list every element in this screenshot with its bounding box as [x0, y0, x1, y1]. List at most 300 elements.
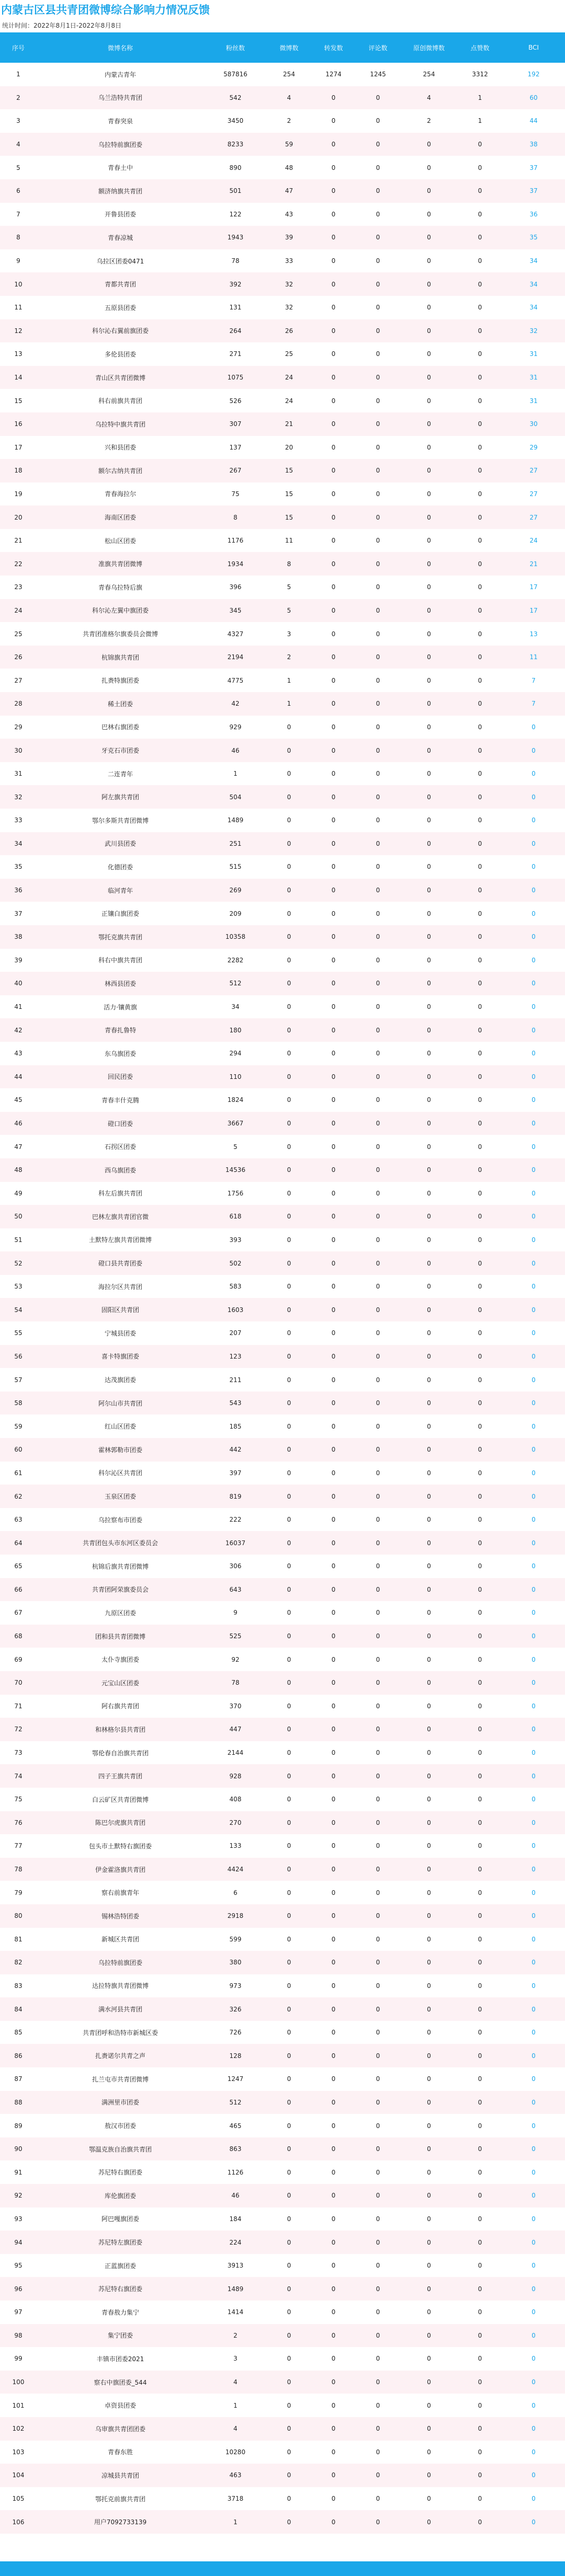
- cell-comments: 0: [356, 203, 400, 226]
- cell-account-name: 林西县团委: [37, 972, 204, 995]
- cell-rank: 34: [0, 832, 37, 856]
- cell-account-name: 满水河县共青团: [37, 1997, 204, 2021]
- cell-followers: 3913: [204, 2254, 267, 2278]
- col-header-account: 微博名称: [37, 32, 204, 63]
- table-row: [0, 342, 565, 366]
- cell-comments: 0: [356, 1485, 400, 1508]
- cell-posts: 0: [267, 1251, 311, 1275]
- cell-rank: 4: [0, 133, 37, 156]
- cell-reposts: 0: [311, 1135, 356, 1158]
- cell-original-posts: 0: [400, 2044, 458, 2067]
- cell-posts: 0: [267, 2091, 311, 2114]
- cell-reposts: 0: [311, 1158, 356, 1182]
- cell-account-name: 二连青年: [37, 762, 204, 786]
- cell-bci: 60: [502, 86, 565, 110]
- cell-bci: 17: [502, 576, 565, 599]
- cell-account-name: 青都共青团: [37, 272, 204, 296]
- cell-comments: 0: [356, 1718, 400, 1741]
- cell-reposts: 0: [311, 622, 356, 646]
- cell-likes: 0: [458, 1928, 502, 1951]
- cell-comments: 0: [356, 389, 400, 412]
- cell-original-posts: 0: [400, 1625, 458, 1648]
- cell-account-name: 喜卡特旗团委: [37, 1345, 204, 1368]
- cell-likes: 0: [458, 2114, 502, 2137]
- table-row: [0, 902, 565, 925]
- cell-original-posts: 0: [400, 809, 458, 832]
- cell-reposts: 0: [311, 249, 356, 273]
- cell-original-posts: 0: [400, 156, 458, 179]
- cell-original-posts: 0: [400, 1671, 458, 1695]
- cell-followers: 3718: [204, 2487, 267, 2511]
- cell-account-name: 内蒙古青年: [37, 63, 204, 86]
- cell-comments: 0: [356, 1625, 400, 1648]
- table-row: [0, 1555, 565, 1578]
- cell-followers: 326: [204, 1997, 267, 2021]
- cell-bci: 0: [502, 2441, 565, 2464]
- cell-followers: 863: [204, 2137, 267, 2161]
- cell-rank: 30: [0, 739, 37, 762]
- cell-posts: 0: [267, 1718, 311, 1741]
- cell-reposts: 0: [311, 1764, 356, 1788]
- cell-rank: 53: [0, 1275, 37, 1298]
- cell-reposts: 0: [311, 2091, 356, 2114]
- cell-account-name: 乌兰浩特共青团: [37, 86, 204, 110]
- cell-account-name: 共青团包头市东河区委员会: [37, 1531, 204, 1555]
- cell-likes: 0: [458, 156, 502, 179]
- cell-rank: 25: [0, 622, 37, 646]
- cell-rank: 37: [0, 902, 37, 925]
- cell-rank: 52: [0, 1251, 37, 1275]
- cell-reposts: 0: [311, 2230, 356, 2254]
- cell-original-posts: 0: [400, 622, 458, 646]
- cell-rank: 55: [0, 1321, 37, 1345]
- cell-original-posts: 0: [400, 1928, 458, 1951]
- cell-rank: 62: [0, 1485, 37, 1508]
- cell-rank: 72: [0, 1718, 37, 1741]
- cell-comments: 0: [356, 2230, 400, 2254]
- table-row: [0, 1088, 565, 1112]
- cell-rank: 70: [0, 1671, 37, 1695]
- cell-reposts: 0: [311, 2324, 356, 2348]
- table-row: [0, 272, 565, 296]
- cell-account-name: 太仆寺旗团委: [37, 1648, 204, 1671]
- col-header-bci: BCI: [502, 32, 565, 63]
- cell-rank: 49: [0, 1182, 37, 1205]
- cell-followers: 307: [204, 412, 267, 436]
- cell-followers: 465: [204, 2114, 267, 2137]
- cell-likes: 0: [458, 249, 502, 273]
- cell-posts: 2: [267, 109, 311, 133]
- cell-comments: 0: [356, 1788, 400, 1811]
- table-row: [0, 692, 565, 716]
- cell-bci: 0: [502, 2207, 565, 2231]
- cell-comments: 0: [356, 2207, 400, 2231]
- cell-reposts: 0: [311, 576, 356, 599]
- cell-posts: 0: [267, 1368, 311, 1392]
- cell-likes: 0: [458, 1018, 502, 1042]
- cell-account-name: 杭锦旗共青团: [37, 646, 204, 669]
- cell-followers: 16037: [204, 1531, 267, 1555]
- cell-account-name: 陈巴尔虎旗共青团: [37, 1811, 204, 1835]
- cell-comments: 0: [356, 576, 400, 599]
- cell-posts: 0: [267, 785, 311, 809]
- cell-reposts: 0: [311, 203, 356, 226]
- cell-bci: 0: [502, 1671, 565, 1695]
- cell-likes: 0: [458, 2254, 502, 2278]
- cell-likes: 0: [458, 1321, 502, 1345]
- table-row: [0, 203, 565, 226]
- cell-comments: 0: [356, 133, 400, 156]
- cell-rank: 19: [0, 482, 37, 506]
- cell-reposts: 0: [311, 949, 356, 972]
- cell-rank: 104: [0, 2464, 37, 2487]
- cell-original-posts: 0: [400, 179, 458, 203]
- cell-original-posts: 0: [400, 226, 458, 249]
- cell-posts: 0: [267, 2044, 311, 2067]
- table-row: [0, 436, 565, 459]
- cell-likes: 0: [458, 2067, 502, 2091]
- cell-posts: 0: [267, 2137, 311, 2161]
- cell-followers: 2: [204, 2324, 267, 2348]
- cell-bci: 0: [502, 1834, 565, 1858]
- cell-likes: 0: [458, 1368, 502, 1392]
- cell-account-name: 化德团委: [37, 855, 204, 879]
- cell-followers: 1414: [204, 2301, 267, 2324]
- cell-original-posts: 0: [400, 576, 458, 599]
- table-row: [0, 1368, 565, 1392]
- cell-followers: 267: [204, 459, 267, 482]
- table-row: [0, 86, 565, 110]
- cell-reposts: 0: [311, 785, 356, 809]
- cell-comments: 0: [356, 832, 400, 856]
- cell-posts: 0: [267, 1345, 311, 1368]
- cell-rank: 69: [0, 1648, 37, 1671]
- cell-comments: 0: [356, 1764, 400, 1788]
- cell-reposts: 0: [311, 1508, 356, 1532]
- cell-followers: 34: [204, 995, 267, 1019]
- cell-original-posts: 0: [400, 2371, 458, 2394]
- cell-reposts: 0: [311, 1321, 356, 1345]
- cell-original-posts: 0: [400, 2394, 458, 2417]
- cell-posts: 0: [267, 1695, 311, 1718]
- cell-original-posts: 0: [400, 1695, 458, 1718]
- cell-likes: 0: [458, 2184, 502, 2207]
- cell-likes: 0: [458, 762, 502, 786]
- cell-comments: 0: [356, 436, 400, 459]
- cell-posts: 0: [267, 762, 311, 786]
- cell-followers: 6: [204, 1881, 267, 1904]
- cell-comments: 0: [356, 1858, 400, 1881]
- table-row: [0, 1065, 565, 1089]
- cell-followers: 10280: [204, 2441, 267, 2464]
- cell-reposts: 0: [311, 1251, 356, 1275]
- cell-rank: 80: [0, 1904, 37, 1928]
- col-header-comments: 评论数: [356, 32, 400, 63]
- cell-likes: 0: [458, 459, 502, 482]
- cell-comments: 0: [356, 2464, 400, 2487]
- cell-followers: 502: [204, 1251, 267, 1275]
- cell-original-posts: 0: [400, 995, 458, 1019]
- cell-rank: 98: [0, 2324, 37, 2348]
- cell-account-name: 新城区共青团: [37, 1928, 204, 1951]
- cell-original-posts: 0: [400, 1811, 458, 1835]
- cell-rank: 26: [0, 646, 37, 669]
- cell-comments: 0: [356, 179, 400, 203]
- cell-followers: 396: [204, 576, 267, 599]
- cell-reposts: 0: [311, 529, 356, 553]
- table-row: [0, 1298, 565, 1321]
- cell-rank: 74: [0, 1764, 37, 1788]
- cell-account-name: 鄂温克族自治旗共青团: [37, 2137, 204, 2161]
- cell-comments: 1245: [356, 63, 400, 86]
- cell-account-name: 松山区团委: [37, 529, 204, 553]
- cell-followers: 525: [204, 1625, 267, 1648]
- cell-comments: 0: [356, 1671, 400, 1695]
- cell-followers: 294: [204, 1042, 267, 1065]
- cell-account-name: 鄂尔多斯共青团微博: [37, 809, 204, 832]
- cell-comments: 0: [356, 1904, 400, 1928]
- cell-comments: 0: [356, 2114, 400, 2137]
- cell-followers: 131: [204, 296, 267, 319]
- cell-comments: 0: [356, 342, 400, 366]
- cell-reposts: 0: [311, 1695, 356, 1718]
- cell-followers: 10358: [204, 925, 267, 949]
- cell-posts: 0: [267, 2487, 311, 2511]
- cell-likes: 0: [458, 505, 502, 529]
- table-row: [0, 2371, 565, 2394]
- cell-posts: 0: [267, 2347, 311, 2371]
- cell-likes: 0: [458, 1462, 502, 1485]
- cell-reposts: 0: [311, 879, 356, 902]
- cell-account-name: 共青团呼和浩特市新城区委: [37, 2021, 204, 2044]
- cell-posts: 0: [267, 1671, 311, 1695]
- cell-reposts: 0: [311, 1788, 356, 1811]
- cell-likes: 0: [458, 133, 502, 156]
- cell-bci: 0: [502, 2464, 565, 2487]
- cell-reposts: 0: [311, 459, 356, 482]
- cell-comments: 0: [356, 1928, 400, 1951]
- cell-bci: 0: [502, 1298, 565, 1321]
- cell-account-name: 库伦旗团委: [37, 2184, 204, 2207]
- cell-comments: 0: [356, 599, 400, 623]
- cell-original-posts: 0: [400, 2347, 458, 2371]
- cell-followers: 92: [204, 1648, 267, 1671]
- cell-reposts: 0: [311, 2114, 356, 2137]
- cell-followers: 1247: [204, 2067, 267, 2091]
- cell-followers: 408: [204, 1788, 267, 1811]
- table-row: [0, 226, 565, 249]
- cell-rank: 84: [0, 1997, 37, 2021]
- cell-comments: 0: [356, 902, 400, 925]
- cell-posts: 0: [267, 2230, 311, 2254]
- table-row: [0, 785, 565, 809]
- cell-comments: 0: [356, 272, 400, 296]
- table-row: [0, 1951, 565, 1974]
- cell-bci: 0: [502, 1205, 565, 1228]
- cell-reposts: 0: [311, 482, 356, 506]
- cell-likes: 0: [458, 1112, 502, 1135]
- cell-original-posts: 0: [400, 133, 458, 156]
- cell-original-posts: 0: [400, 1135, 458, 1158]
- cell-account-name: 扎兰屯市共青团微博: [37, 2067, 204, 2091]
- cell-likes: 0: [458, 1485, 502, 1508]
- cell-account-name: 准旗共青团微博: [37, 552, 204, 576]
- cell-rank: 61: [0, 1462, 37, 1485]
- cell-bci: 0: [502, 2137, 565, 2161]
- cell-reposts: 0: [311, 855, 356, 879]
- cell-bci: 30: [502, 412, 565, 436]
- cell-posts: 0: [267, 1485, 311, 1508]
- cell-bci: 31: [502, 366, 565, 389]
- cell-account-name: 固阳区共青团: [37, 1298, 204, 1321]
- cell-followers: 442: [204, 1438, 267, 1462]
- cell-bci: 37: [502, 179, 565, 203]
- cell-original-posts: 0: [400, 832, 458, 856]
- table-row: [0, 1135, 565, 1158]
- col-header-original-posts: 原创微博数: [400, 32, 458, 63]
- table-row: [0, 249, 565, 273]
- cell-reposts: 0: [311, 1671, 356, 1695]
- cell-likes: 0: [458, 2441, 502, 2464]
- cell-bci: 13: [502, 622, 565, 646]
- cell-reposts: 0: [311, 925, 356, 949]
- cell-posts: 0: [267, 1928, 311, 1951]
- cell-reposts: 0: [311, 1718, 356, 1741]
- table-row: [0, 1601, 565, 1625]
- cell-likes: 0: [458, 342, 502, 366]
- cell-likes: 0: [458, 1065, 502, 1089]
- cell-comments: 0: [356, 809, 400, 832]
- cell-comments: 0: [356, 1158, 400, 1182]
- cell-comments: 0: [356, 1462, 400, 1485]
- cell-posts: 0: [267, 1158, 311, 1182]
- cell-rank: 13: [0, 342, 37, 366]
- cell-rank: 92: [0, 2184, 37, 2207]
- table-row: [0, 389, 565, 412]
- cell-followers: 4424: [204, 1858, 267, 1881]
- cell-original-posts: 0: [400, 1648, 458, 1671]
- cell-bci: 0: [502, 1275, 565, 1298]
- cell-rank: 47: [0, 1135, 37, 1158]
- cell-likes: 0: [458, 1228, 502, 1252]
- cell-rank: 35: [0, 855, 37, 879]
- cell-reposts: 0: [311, 1601, 356, 1625]
- cell-account-name: 青春凉城: [37, 226, 204, 249]
- table-row: [0, 2114, 565, 2137]
- cell-likes: 0: [458, 2510, 502, 2534]
- cell-likes: 0: [458, 1718, 502, 1741]
- cell-reposts: 0: [311, 692, 356, 716]
- cell-original-posts: 0: [400, 2254, 458, 2278]
- cell-rank: 46: [0, 1112, 37, 1135]
- cell-bci: 0: [502, 1042, 565, 1065]
- cell-account-name: 土默特左旗共青团微博: [37, 1228, 204, 1252]
- cell-posts: 0: [267, 739, 311, 762]
- cell-likes: 0: [458, 1625, 502, 1648]
- table-row: [0, 1414, 565, 1438]
- cell-followers: 726: [204, 2021, 267, 2044]
- table-row: [0, 296, 565, 319]
- table-row: [0, 1462, 565, 1485]
- cell-comments: 0: [356, 1974, 400, 1998]
- cell-original-posts: 0: [400, 1834, 458, 1858]
- cell-comments: 0: [356, 296, 400, 319]
- cell-followers: 46: [204, 2184, 267, 2207]
- cell-reposts: 0: [311, 366, 356, 389]
- cell-posts: 43: [267, 203, 311, 226]
- cell-posts: 0: [267, 2207, 311, 2231]
- cell-original-posts: 0: [400, 2137, 458, 2161]
- cell-original-posts: 0: [400, 2510, 458, 2534]
- cell-original-posts: 0: [400, 1974, 458, 1998]
- cell-reposts: 0: [311, 2394, 356, 2417]
- cell-comments: 0: [356, 1811, 400, 1835]
- cell-comments: 0: [356, 995, 400, 1019]
- cell-rank: 82: [0, 1951, 37, 1974]
- cell-account-name: 卓资县团委: [37, 2394, 204, 2417]
- cell-original-posts: 0: [400, 2301, 458, 2324]
- cell-comments: 0: [356, 1997, 400, 2021]
- cell-rank: 91: [0, 2160, 37, 2184]
- cell-account-name: 青春突泉: [37, 109, 204, 133]
- cell-original-posts: 0: [400, 1321, 458, 1345]
- cell-bci: 0: [502, 1088, 565, 1112]
- cell-bci: 0: [502, 1065, 565, 1089]
- cell-bci: 0: [502, 1345, 565, 1368]
- cell-likes: 0: [458, 855, 502, 879]
- table-row: [0, 1438, 565, 1462]
- cell-reposts: 0: [311, 2277, 356, 2301]
- cell-comments: 0: [356, 2417, 400, 2441]
- cell-likes: 0: [458, 1997, 502, 2021]
- cell-original-posts: 0: [400, 902, 458, 925]
- cell-original-posts: 0: [400, 1345, 458, 1368]
- cell-reposts: 0: [311, 1928, 356, 1951]
- cell-reposts: 0: [311, 1485, 356, 1508]
- cell-followers: 643: [204, 1578, 267, 1602]
- cell-bci: 0: [502, 2394, 565, 2417]
- cell-posts: 0: [267, 855, 311, 879]
- cell-posts: 0: [267, 879, 311, 902]
- cell-original-posts: 0: [400, 1065, 458, 1089]
- cell-comments: 0: [356, 482, 400, 506]
- cell-reposts: 0: [311, 669, 356, 692]
- cell-likes: 0: [458, 1275, 502, 1298]
- cell-likes: 0: [458, 366, 502, 389]
- cell-rank: 88: [0, 2091, 37, 2114]
- table-row: [0, 2044, 565, 2067]
- cell-bci: 0: [502, 1741, 565, 1765]
- cell-original-posts: 0: [400, 1508, 458, 1532]
- cell-account-name: 乌拉区团委0471: [37, 249, 204, 273]
- cell-account-name: 巴林右旗团委: [37, 716, 204, 739]
- cell-account-name: 额尔古纳共青团: [37, 459, 204, 482]
- cell-rank: 57: [0, 1368, 37, 1392]
- table-row: [0, 995, 565, 1019]
- cell-likes: 0: [458, 1205, 502, 1228]
- cell-rank: 71: [0, 1695, 37, 1718]
- cell-reposts: 0: [311, 2301, 356, 2324]
- cell-original-posts: 0: [400, 739, 458, 762]
- cell-posts: 0: [267, 1811, 311, 1835]
- cell-followers: 4327: [204, 622, 267, 646]
- cell-bci: 0: [502, 785, 565, 809]
- cell-original-posts: 0: [400, 249, 458, 273]
- cell-rank: 31: [0, 762, 37, 786]
- cell-followers: 618: [204, 1205, 267, 1228]
- cell-reposts: 0: [311, 296, 356, 319]
- cell-followers: 14536: [204, 1158, 267, 1182]
